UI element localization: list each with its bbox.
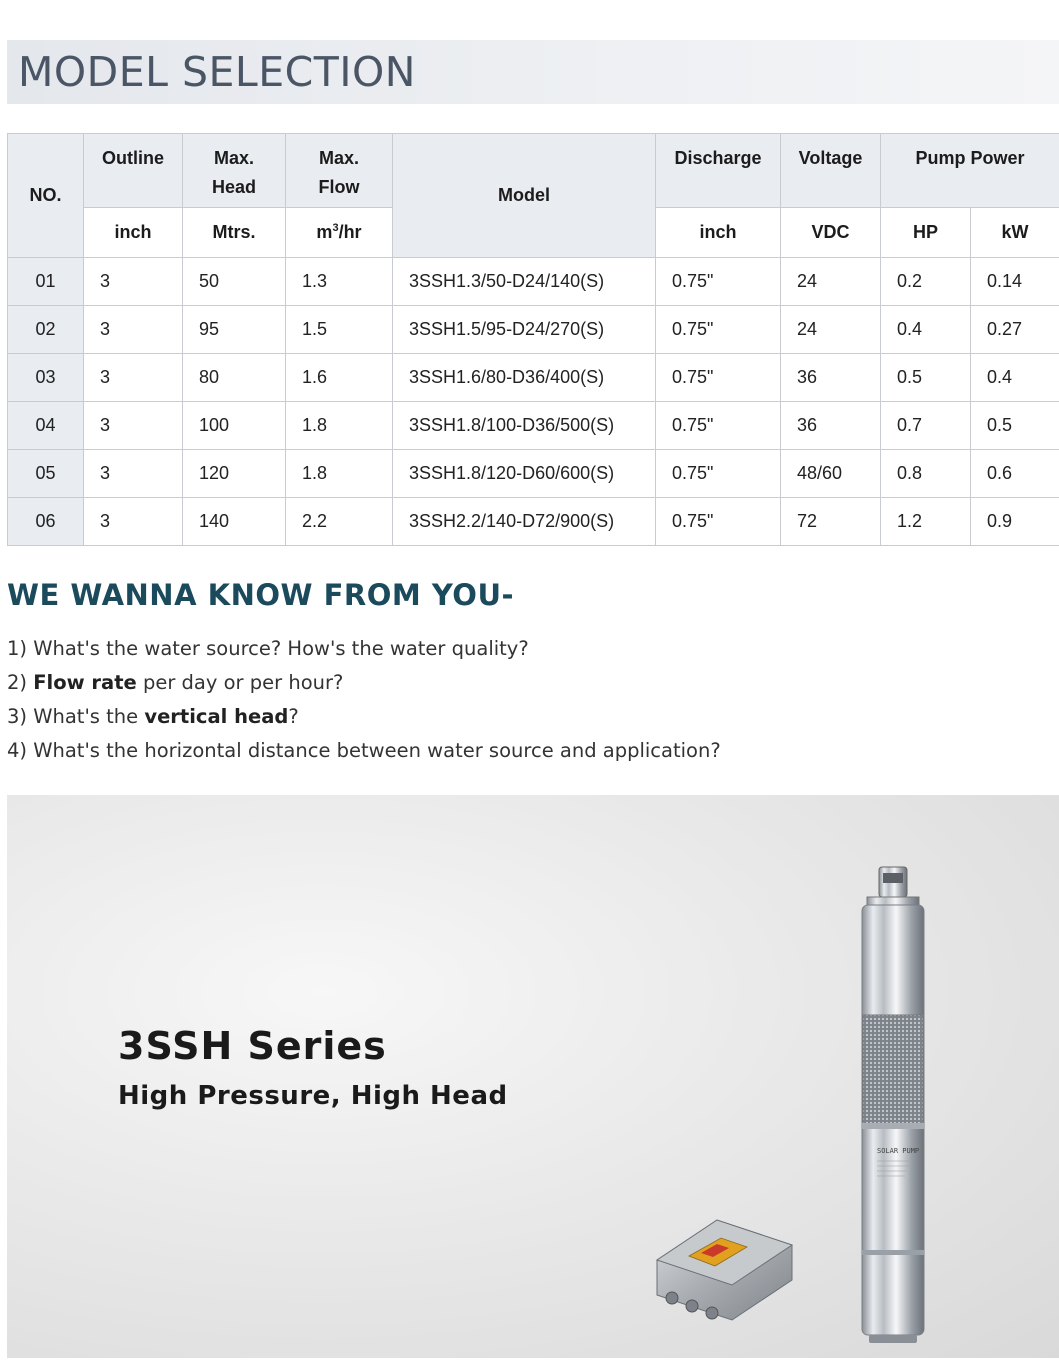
cell-no: 03 xyxy=(8,354,84,402)
question-item xyxy=(7,700,721,734)
cell-kw: 0.4 xyxy=(971,354,1059,402)
question-text: per day or per hour? xyxy=(136,671,344,694)
cell-hp: 0.4 xyxy=(881,306,971,354)
cell-no: 06 xyxy=(8,498,84,546)
cell-voltage: 36 xyxy=(781,354,881,402)
inquiry-title: WE WANNA KNOW FROM YOU- xyxy=(7,578,515,612)
cell-head: 95 xyxy=(183,306,286,354)
question-item xyxy=(7,632,721,666)
cell-head: 100 xyxy=(183,402,286,450)
pump-image xyxy=(837,865,947,1345)
controller-box-image xyxy=(647,1200,807,1330)
cell-no: 04 xyxy=(8,402,84,450)
model-selection-banner xyxy=(7,40,1059,104)
cell-voltage: 48/60 xyxy=(781,450,881,498)
question-emphasis: vertical head xyxy=(144,705,289,728)
unit-head: Mtrs. xyxy=(183,208,286,258)
header-model: Model xyxy=(393,134,656,258)
cell-outline: 3 xyxy=(84,258,183,306)
cell-discharge: 0.75" xyxy=(656,450,781,498)
cell-discharge: 0.75" xyxy=(656,306,781,354)
cell-no: 05 xyxy=(8,450,84,498)
question-emphasis: Flow rate xyxy=(33,671,137,694)
cell-no: 01 xyxy=(8,258,84,306)
cell-kw: 0.27 xyxy=(971,306,1059,354)
cell-hp: 0.8 xyxy=(881,450,971,498)
cell-model: 3SSH1.6/80-D36/400(S) xyxy=(393,354,656,402)
cell-flow: 1.3 xyxy=(286,258,393,306)
banner-title: MODEL SELECTION xyxy=(18,48,416,96)
cell-model: 3SSH1.5/95-D24/270(S) xyxy=(393,306,656,354)
model-selection-table xyxy=(7,133,1059,546)
cell-kw: 0.14 xyxy=(971,258,1059,306)
cell-head: 50 xyxy=(183,258,286,306)
cell-hp: 0.2 xyxy=(881,258,971,306)
cell-kw: 0.5 xyxy=(971,402,1059,450)
question-text: 2) xyxy=(7,671,34,694)
header-outline: Outline xyxy=(84,134,183,208)
table-row xyxy=(8,402,1059,450)
cell-voltage: 24 xyxy=(781,306,881,354)
cell-discharge: 0.75" xyxy=(656,402,781,450)
unit-hp: HP xyxy=(881,208,971,258)
header-pump-power: Pump Power xyxy=(881,134,1059,208)
question-text: 3) What's the xyxy=(7,705,145,728)
product-banner xyxy=(7,795,1059,1358)
cell-head: 80 xyxy=(183,354,286,402)
cell-hp: 0.7 xyxy=(881,402,971,450)
cell-outline: 3 xyxy=(84,498,183,546)
header-discharge: Discharge xyxy=(656,134,781,208)
cell-discharge: 0.75" xyxy=(656,354,781,402)
header-no: NO. xyxy=(8,134,84,258)
cell-hp: 0.5 xyxy=(881,354,971,402)
cell-flow: 1.8 xyxy=(286,402,393,450)
cell-flow: 2.2 xyxy=(286,498,393,546)
header-max-flow: Max. Flow xyxy=(286,134,393,208)
table-body xyxy=(8,258,1059,546)
question-item xyxy=(7,734,721,768)
table-row xyxy=(8,498,1059,546)
question-item xyxy=(7,666,721,700)
cell-outline: 3 xyxy=(84,402,183,450)
header-voltage: Voltage xyxy=(781,134,881,208)
unit-outline: inch xyxy=(84,208,183,258)
cell-flow: 1.8 xyxy=(286,450,393,498)
unit-kw: kW xyxy=(971,208,1059,258)
cell-voltage: 24 xyxy=(781,258,881,306)
pump-label: SOLAR PUMP xyxy=(877,1147,920,1155)
unit-voltage: VDC xyxy=(781,208,881,258)
cell-model: 3SSH1.8/120-D60/600(S) xyxy=(393,450,656,498)
unit-flow: $m^3/hr$ xyxy=(286,208,393,258)
question-text: 1) What's the water source? How's the water quality? xyxy=(7,637,529,660)
cell-outline: 3 xyxy=(84,306,183,354)
question-text: ? xyxy=(288,705,299,728)
question-text: 4) What's the horizontal distance between water source and application? xyxy=(7,739,721,762)
cell-voltage: 36 xyxy=(781,402,881,450)
unit-discharge: inch xyxy=(656,208,781,258)
cell-outline: 3 xyxy=(84,450,183,498)
cell-flow: 1.5 xyxy=(286,306,393,354)
table-header-row xyxy=(8,134,1059,208)
question-list xyxy=(7,632,721,768)
cell-outline: 3 xyxy=(84,354,183,402)
cell-head: 120 xyxy=(183,450,286,498)
cell-model: 3SSH1.8/100-D36/500(S) xyxy=(393,402,656,450)
cell-head: 140 xyxy=(183,498,286,546)
cell-hp: 1.2 xyxy=(881,498,971,546)
table-row xyxy=(8,258,1059,306)
header-max-head: Max. Head xyxy=(183,134,286,208)
cell-discharge: 0.75" xyxy=(656,498,781,546)
series-title: 3SSH Series xyxy=(118,1024,387,1068)
cell-kw: 0.9 xyxy=(971,498,1059,546)
cell-model: 3SSH1.3/50-D24/140(S) xyxy=(393,258,656,306)
cell-discharge: 0.75" xyxy=(656,258,781,306)
series-tagline: High Pressure, High Head xyxy=(118,1081,508,1111)
cell-no: 02 xyxy=(8,306,84,354)
cell-flow: 1.6 xyxy=(286,354,393,402)
table-row xyxy=(8,450,1059,498)
table-row xyxy=(8,306,1059,354)
cell-model: 3SSH2.2/140-D72/900(S) xyxy=(393,498,656,546)
table-row xyxy=(8,354,1059,402)
cell-voltage: 72 xyxy=(781,498,881,546)
cell-kw: 0.6 xyxy=(971,450,1059,498)
